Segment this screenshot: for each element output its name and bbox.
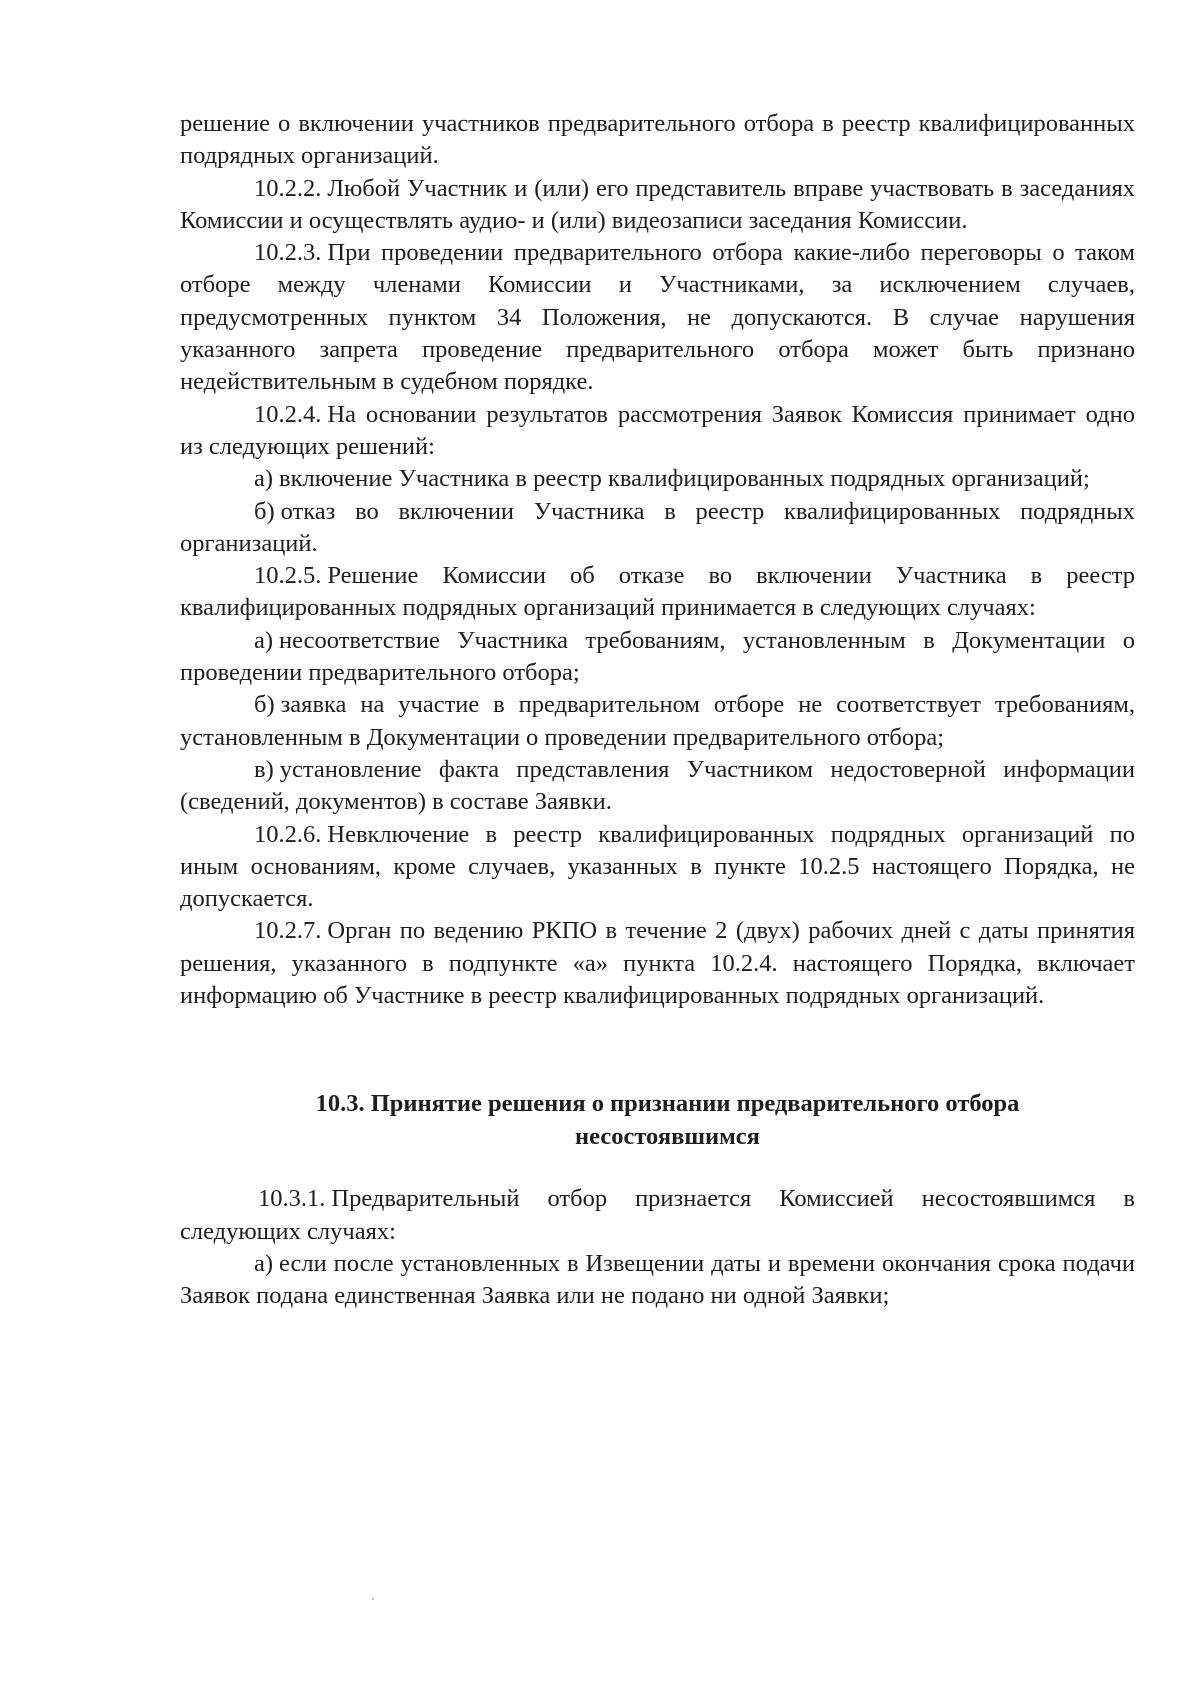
clause-10-2-3 <box>180 237 1135 398</box>
subclause-10-3-1-a <box>180 1248 1135 1313</box>
subclause-letter: б) <box>254 497 275 525</box>
clause-number: 10.2.7. <box>254 917 322 945</box>
clause-10-2-4 <box>180 399 1135 464</box>
clause-text: Предварительный отбор признается Комиссией несостоявшимся в следующих случаях: <box>180 1185 1135 1245</box>
clause-text: При проведении предварительного отбора какие-либо переговоры о таком отборе между членами Комиссии и Участниками, за исключением случаев, предусмотренных пунктом 34 Положения, не допускаются. В случае нарушения указанного запрета проведение предварительного отбора может быть признано недействительным в судебном порядке. <box>180 239 1135 396</box>
subclause-10-2-5-c <box>180 754 1135 819</box>
subclause-text: если после установленных в Извещении даты и времени окончания срока подачи Заявок подана единственная Заявка или не подано ни одной Заявки; <box>180 1249 1135 1310</box>
subclause-letter: а) <box>254 626 274 654</box>
clause-text: Решение Комиссии об отказе во включении Участника в реестр квалифицированных подрядных организаций принимается в следующих случаях: <box>180 562 1135 622</box>
subclause-letter: б) <box>254 691 275 719</box>
subclause-10-2-4-a <box>180 463 1135 495</box>
clause-text: На основании результатов рассмотрения Заявок Комиссия принимает одно из следующих решений: <box>180 400 1135 460</box>
clause-10-2-6 <box>180 819 1135 916</box>
scan-speck <box>372 1598 374 1600</box>
clause-10-2-5 <box>180 560 1135 625</box>
heading-spacer <box>180 1153 1135 1183</box>
clause-number: 10.3.1. <box>258 1185 326 1213</box>
clause-number: 10.2.5. <box>254 562 322 590</box>
clause-10-2-2 <box>180 173 1135 238</box>
clause-10-2-7 <box>180 915 1135 1012</box>
continuation-paragraph: решение о включении участников предварительного отбора в реестр квалифицированных подрядных организаций. <box>180 110 1135 170</box>
subclause-letter: в) <box>254 755 274 783</box>
clause-10-3-1 <box>180 1183 1135 1248</box>
clause-number: 10.2.3. <box>254 239 322 267</box>
subclause-text: установление факта представления Участником недостоверной информации (сведений, документов) в составе Заявки. <box>180 755 1135 816</box>
clause-text: Любой Участник и (или) его представитель вправе участвовать в заседаниях Комиссии и осуществлять аудио- и (или) видеозаписи заседания Комиссии. <box>180 174 1135 234</box>
subclause-text: несоответствие Участника требованиям, установленным в Документации о проведении предварительного отбора; <box>180 626 1135 687</box>
subclause-10-2-5-a <box>180 625 1135 690</box>
clause-text: Орган по ведению РКПО в течение 2 (двух) рабочих дней с даты принятия решения, указанного в подпункте «а» пункта 10.2.4. настоящего Порядка, включает информацию об Участнике в реестр квалифицированных подрядных организаций. <box>180 917 1135 1010</box>
document-body <box>180 108 1135 1313</box>
clause-number: 10.2.6. <box>254 820 322 848</box>
subclause-text: заявка на участие в предварительном отборе не соответствует требованиям, установленным в Документации о проведении предварительного отбора; <box>180 691 1135 751</box>
subclause-10-2-4-b <box>180 496 1135 561</box>
clause-number: 10.2.4. <box>254 400 322 428</box>
subclause-text: включение Участника в реестр квалифицированных подрядных организаций; <box>279 465 1090 493</box>
subclause-letter: а) <box>254 465 274 493</box>
subclause-letter: а) <box>254 1249 274 1277</box>
section-heading-10-3: 10.3. Принятие решения о признании предварительного отбора несостоявшимся <box>315 1090 1020 1151</box>
clause-text: Невключение в реестр квалифицированных подрядных организаций по иным основаниям, кроме случаев, указанных в пункте 10.2.5 настоящего Порядка, не допускается. <box>180 820 1135 913</box>
clause-number: 10.2.2. <box>254 174 322 202</box>
subclause-10-2-5-b <box>180 689 1135 754</box>
subclause-text: отказ во включении Участника в реестр квалифицированных подрядных организаций. <box>180 497 1135 557</box>
